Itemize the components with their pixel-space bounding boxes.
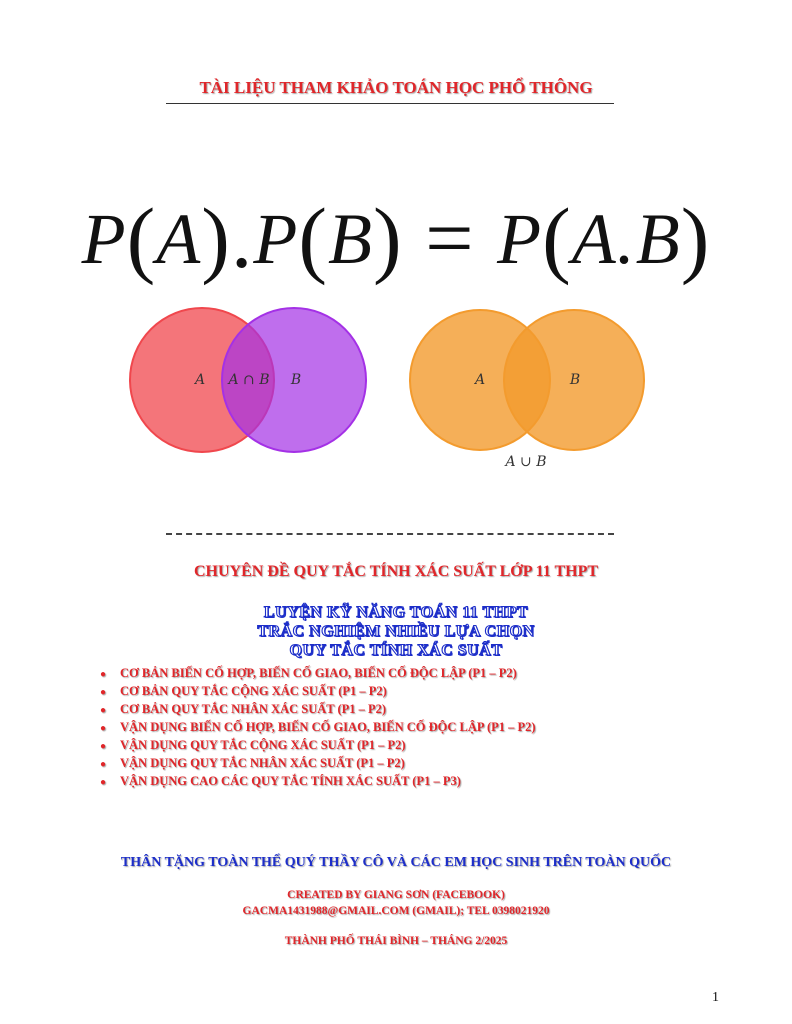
- formula-part: A.B: [571, 199, 681, 279]
- list-item-text: CƠ BẢN BIẾN CỐ HỢP, BIẾN CỐ GIAO, BIẾN CỐ ĐỘC LẬP (P1 – P2): [120, 666, 517, 680]
- probability-formula: [0, 188, 792, 288]
- formula-part: P: [81, 199, 127, 279]
- author-contact: GACMA1431988@GMAIL.COM (GMAIL); TEL 0398021920: [242, 905, 550, 917]
- author-credit: CREATED BY GIANG SƠN (FACEBOOK): [287, 889, 505, 901]
- list-item: [100, 664, 536, 682]
- venn-label-a: A: [194, 372, 206, 388]
- list-item-text: VẬN DỤNG QUY TẮC NHÂN XÁC SUẤT (P1 – P2): [120, 756, 405, 770]
- formula-part: (: [298, 190, 328, 286]
- list-item-text: VẬN DỤNG QUY TẮC CỘNG XÁC SUẤT (P1 – P2): [120, 738, 406, 752]
- venn-union-label-a: A: [474, 372, 486, 388]
- section-divider: [166, 533, 614, 535]
- formula-part: B: [328, 199, 373, 279]
- page-number: 1: [712, 990, 719, 1005]
- list-item: [100, 700, 536, 718]
- list-item-text: VẬN DỤNG CAO CÁC QUY TẮC TÍNH XÁC SUẤT (P1 – P3): [120, 774, 461, 788]
- bullet-dot-icon: ●: [100, 741, 107, 752]
- venn-label-b: B: [290, 372, 302, 388]
- list-item: [100, 682, 536, 700]
- formula-part: (: [126, 190, 157, 286]
- list-item-text: VẬN DỤNG BIẾN CỐ HỢP, BIẾN CỐ GIAO, BIẾN CỐ ĐỘC LẬP (P1 – P2): [120, 720, 536, 734]
- outline-title-block: [0, 603, 792, 660]
- venn-union-label-b: B: [569, 372, 581, 388]
- list-item: [100, 736, 536, 754]
- venn-diagrams: [110, 298, 670, 478]
- venn-union-caption: A ∪ B: [505, 454, 547, 470]
- dedication-line: THÂN TẶNG TOÀN THỂ QUÝ THẦY CÔ VÀ CÁC EM HỌC SINH TRÊN TOÀN QUỐC: [120, 855, 672, 870]
- list-item-text: CƠ BẢN QUY TẮC CỘNG XÁC SUẤT (P1 – P2): [120, 684, 387, 698]
- outline-title-line: QUY TẮC TÍNH XÁC SUẤT: [289, 642, 503, 659]
- formula-part: P: [497, 199, 543, 279]
- header-rule: [166, 103, 614, 104]
- venn-label-intersection: A ∩ B: [228, 372, 270, 388]
- formula-part: ) =: [372, 190, 498, 286]
- formula-part: (: [542, 190, 572, 286]
- formula-part: P: [253, 199, 299, 279]
- outline-title-line: LUYỆN KỸ NĂNG TOÁN 11 THPT: [263, 604, 529, 621]
- venn-union-diagram: [410, 310, 644, 470]
- outline-title-line: TRẮC NGHIỆM NHIỀU LỰA CHỌN: [257, 623, 535, 640]
- formula-part: A: [156, 199, 202, 279]
- list-item: [100, 772, 536, 790]
- formula-part: ).: [201, 190, 254, 286]
- topic-title: CHUYÊN ĐỀ QUY TẮC TÍNH XÁC SUẤT LỚP 11 THPT: [193, 563, 599, 580]
- topic-list: [100, 664, 536, 790]
- venn-intersection-diagram: [130, 308, 366, 452]
- document-header-title: TÀI LIỆU THAM KHẢO TOÁN HỌC PHỔ THÔNG: [199, 78, 593, 97]
- bullet-dot-icon: ●: [100, 723, 107, 734]
- list-item: [100, 718, 536, 736]
- bullet-dot-icon: ●: [100, 759, 107, 770]
- place-date: THÀNH PHỐ THÁI BÌNH – THÁNG 2/2025: [284, 935, 508, 947]
- bullet-dot-icon: ●: [100, 777, 107, 788]
- bullet-dot-icon: ●: [100, 687, 107, 698]
- formula-part: ): [680, 190, 711, 286]
- list-item-text: CƠ BẢN QUY TẮC NHÂN XÁC SUẤT (P1 – P2): [120, 702, 387, 716]
- list-item: [100, 754, 536, 772]
- bullet-dot-icon: ●: [100, 705, 107, 716]
- bullet-dot-icon: ●: [100, 669, 107, 680]
